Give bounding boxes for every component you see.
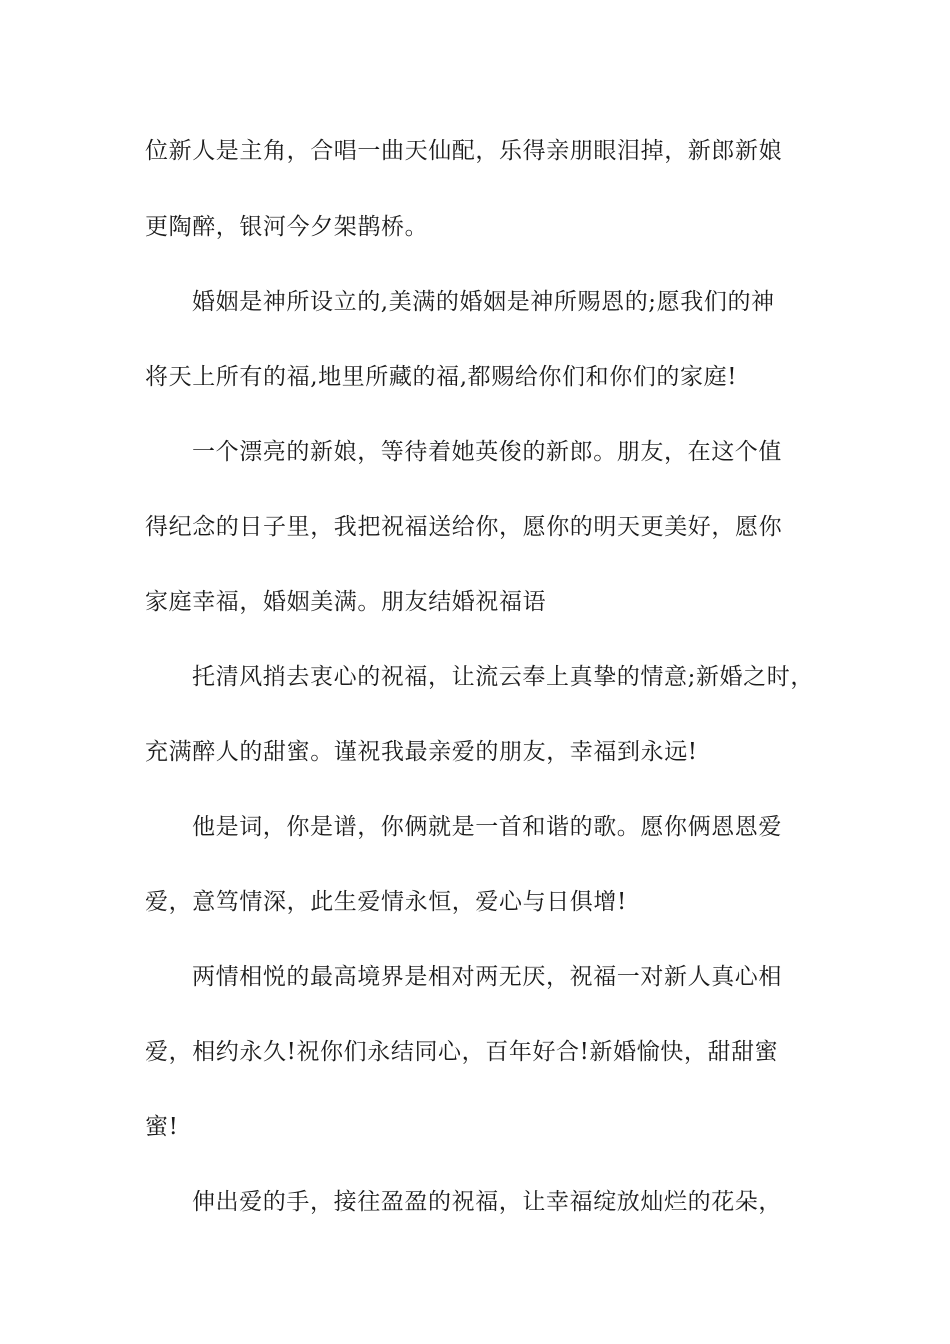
text-line: 得纪念的日子里，我把祝福送给你，愿你的明天更美好，愿你 [145, 514, 783, 540]
text-line: 爱，意笃情深，此生爱情永恒，爱心与日俱增! [145, 889, 627, 915]
text-line: 蜜! [145, 1114, 179, 1140]
paragraph-start-line: 托清风捎去衷心的祝福，让流云奉上真挚的情意;新婚之时， [192, 664, 814, 690]
text-line: 位新人是主角，合唱一曲天仙配，乐得亲朋眼泪掉，新郎新娘 [145, 138, 783, 164]
paragraph-start-line: 两情相悦的最高境界是相对两无厌，祝福一对新人真心相 [192, 964, 782, 990]
text-line: 爱，相约永久!祝你们永结同心，百年好合!新婚愉快，甜甜蜜 [145, 1039, 779, 1065]
text-line: 将天上所有的福,地里所藏的福,都赐给你们和你们的家庭! [145, 364, 738, 390]
paragraph-start-line: 婚姻是神所设立的,美满的婚姻是神所赐恩的;愿我们的神 [192, 289, 775, 315]
paragraph-start-line: 他是词，你是谱，你俩就是一首和谐的歌。愿你俩恩恩爱 [192, 814, 782, 840]
paragraph-start-line: 一个漂亮的新娘，等待着她英俊的新郎。朋友，在这个值 [192, 439, 782, 465]
paragraph-start-line: 伸出爱的手，接往盈盈的祝福，让幸福绽放灿烂的花朵， [192, 1189, 782, 1215]
text-line: 家庭幸福，婚姻美满。朋友结婚祝福语 [145, 589, 547, 615]
text-line: 充满醉人的甜蜜。谨祝我最亲爱的朋友，幸福到永远! [145, 739, 698, 765]
text-line: 更陶醉，银河今夕架鹊桥。 [145, 214, 429, 240]
